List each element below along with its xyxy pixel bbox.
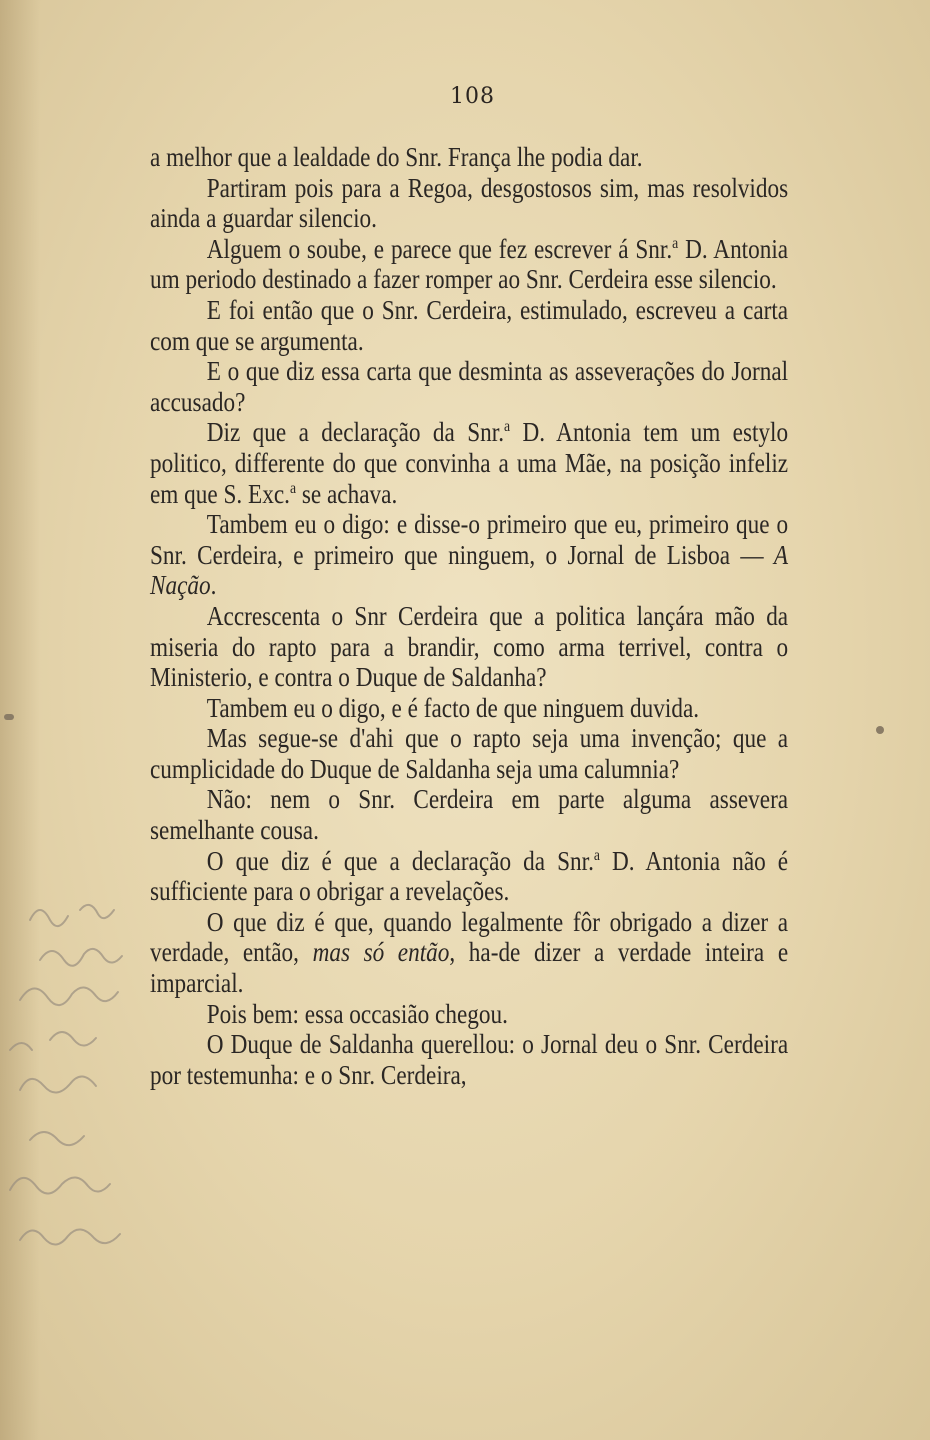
paragraph-14: Pois bem: essa occasião chegou. [206,998,508,1029]
paragraph-6: Diz que a declaração da Snr.$^a$ D. Antonia tem um estylo politico, differente do que convinha a uma Mãe, na posição infeliz em que S. Exc.$^a$ se achava. [150,417,789,509]
handwritten-marginalia [0,890,180,1310]
body-text [150,142,788,1090]
paragraph-4: E foi então que o Snr. Cerdeira, estimulado, escreveu a carta com que se argumenta. [150,294,789,356]
paragraph-13: O que diz é que, quando legalmente fôr obrigado a dizer a verdade, então, mas só então, ha-de dizer a verdade inteira e imparcial. [150,906,789,999]
paragraph-9: Tambem eu o digo, e é facto de que ninguem duvida. [206,692,700,723]
paragraph-2: Partiram pois para a Regoa, desgostosos sim, mas resolvidos ainda a guardar silencio. [150,172,789,234]
paragraph-12: O que diz é que a declaração da Snr.$^a$ D. Antonia não é sufficiente para o obrigar a revelações. [150,845,789,907]
paragraph-11: Não: nem o Snr. Cerdeira em parte alguma assevera semelhante cousa. [150,784,789,846]
paragraph-3: Alguem o soube, e parece que fez escrever á Snr.$^a$ D. Antonia um periodo destinado a fazer romper ao Snr. Cerdeira esse silencio. [150,233,789,295]
paragraph-8: Accrescenta o Snr Cerdeira que a politica lançára mão da miseria do rapto para a brandir, como arma terrivel, contra o Ministerio, e contra o Duque de Saldanha? [150,600,789,693]
paragraph-5: E o que diz essa carta que desminta as asseverações do Jornal accusado? [150,356,789,417]
page-number: 108 [450,84,495,109]
ink-spot [876,726,884,734]
paragraph-10: Mas segue-se d'ahi que o rapto seja uma invenção; que a cumplicidade do Duque de Saldanha seja uma calumnia? [150,723,789,784]
paragraph-15: O Duque de Saldanha querellou: o Jornal deu o Snr. Cerdeira por testemunha: e o Snr. Cerdeira, [150,1029,789,1090]
paragraph-7: Tambem eu o digo: e disse-o primeiro que eu, primeiro que o Snr. Cerdeira, e primeiro que ninguem, o Jornal de Lisboa — A Nação. [150,509,789,601]
pencil-scribble-icon [0,890,180,1310]
ink-spot [4,714,14,720]
paragraph-1: a melhor que a lealdade do Snr. França lhe podia dar. [150,142,643,172]
